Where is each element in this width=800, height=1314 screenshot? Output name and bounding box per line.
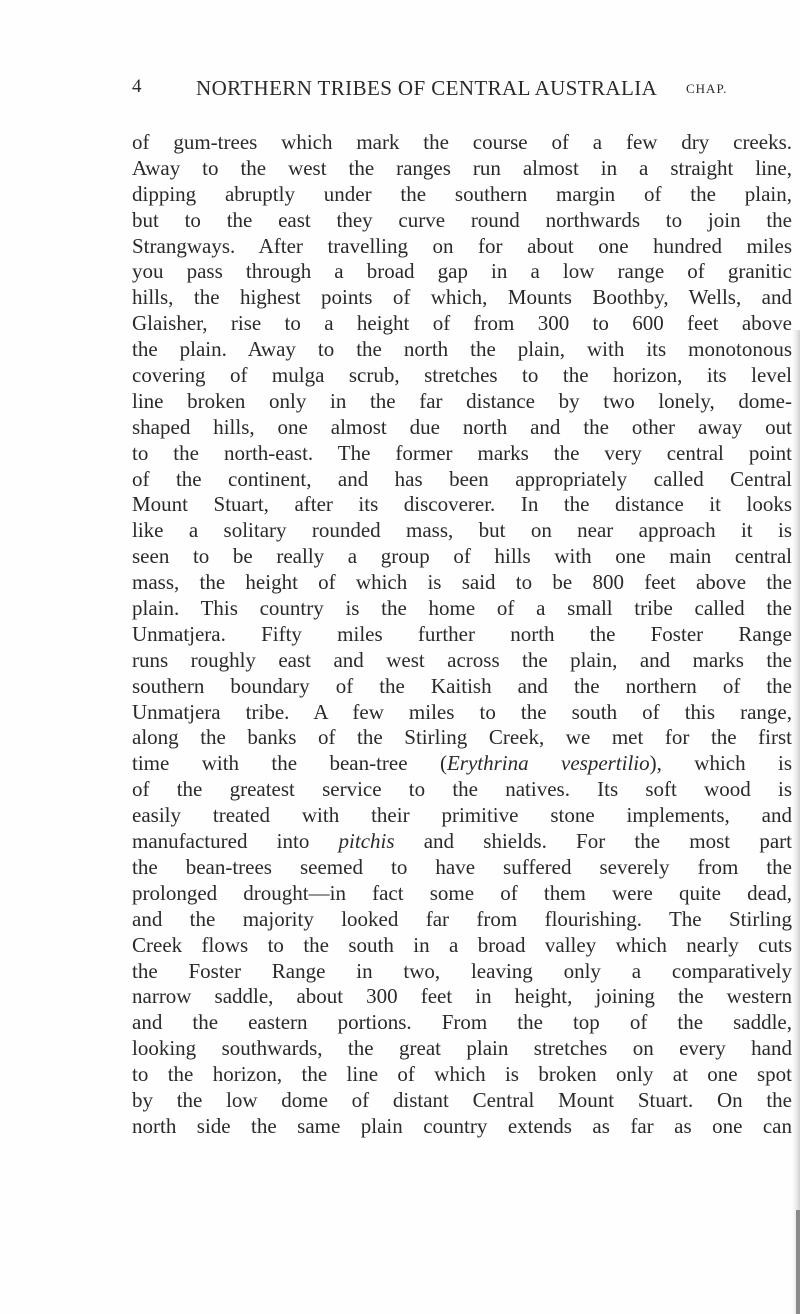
text-line: plain. This country is the home of a small tribe called the [132, 596, 792, 621]
text-line: Away to the west the ranges run almost in a straight line, [132, 155, 792, 180]
italic-species-name: Erythrina vespertilio [446, 751, 650, 776]
text-segment: manufactured into [132, 829, 339, 854]
text-line: of the continent, and has been appropriately called Central [132, 466, 792, 491]
text-line: Mount Stuart, after its discoverer. In the distance it looks [132, 492, 792, 517]
text-line: Creek flows to the south in a broad valley which nearly cuts [132, 932, 792, 957]
text-line: runs roughly east and west across the plain, and marks the [132, 647, 792, 672]
running-title: NORTHERN TRIBES OF CENTRAL AUSTRALIA [196, 76, 658, 100]
text-line: along the banks of the Stirling Creek, we met for the first [132, 725, 792, 750]
text-line: looking southwards, the great plain stretches on every hand [132, 1036, 792, 1061]
text-line: hills, the highest points of which, Mounts Boothby, Wells, and [132, 285, 792, 310]
text-line: like a solitary rounded mass, but on near approach it is [132, 518, 792, 543]
text-line: seen to be really a group of hills with one main central [132, 544, 792, 569]
text-line: dipping abruptly under the southern margin of the plain, [132, 181, 792, 206]
text-line: easily treated with their primitive stone implements, and [132, 803, 792, 828]
text-line: prolonged drought—in fact some of them were quite dead, [132, 880, 792, 905]
text-line-with-italic [132, 751, 792, 777]
text-line: and the majority looked far from flourishing. The Stirling [132, 906, 792, 931]
text-line: the plain. Away to the north the plain, with its monotonous [132, 337, 792, 362]
text-line: shaped hills, one almost due north and the other away out [132, 414, 792, 439]
text-line: Glaisher, rise to a height of from 300 to 600 feet above [132, 311, 792, 336]
text-line: Unmatjera tribe. A few miles to the south of this range, [132, 699, 792, 724]
text-line: but to the east they curve round northwards to join the [132, 207, 792, 232]
text-line: to the north-east. The former marks the very central point [132, 440, 792, 465]
text-line: by the low dome of distant Central Mount Stuart. On the [132, 1087, 792, 1112]
page-number: 4 [132, 76, 142, 97]
italic-term: pitchis [338, 829, 395, 854]
text-line: Strangways. After travelling on for about one hundred miles [132, 233, 792, 258]
text-line-with-italic [132, 829, 792, 855]
text-line: you pass through a broad gap in a low range of granitic [132, 259, 792, 284]
text-line: mass, the height of which is said to be 800 feet above the [132, 570, 792, 595]
text-line: narrow saddle, about 300 feet in height, joining the western [132, 984, 792, 1009]
text-line: the Foster Range in two, leaving only a comparatively [132, 958, 792, 983]
text-line: of gum-trees which mark the course of a few dry creeks. [132, 130, 792, 154]
text-line: covering of mulga scrub, stretches to the horizon, its level [132, 363, 792, 388]
text-line: of the greatest service to the natives. Its soft wood is [132, 777, 792, 802]
text-segment: ), which is [649, 751, 792, 776]
text-segment: time with the bean-tree ( [132, 751, 447, 776]
text-line: line broken only in the far distance by two lonely, dome- [132, 388, 792, 413]
text-segment: and shields. For the most part [394, 829, 792, 854]
page-edge-binding [796, 1210, 800, 1314]
body-paragraph [132, 130, 792, 1140]
text-line: and the eastern portions. From the top of the saddle, [132, 1010, 792, 1035]
text-line: Unmatjera. Fifty miles further north the Foster Range [132, 621, 792, 646]
text-line: the bean-trees seemed to have suffered severely from the [132, 854, 792, 879]
text-line: southern boundary of the Kaitish and the northern of the [132, 673, 792, 698]
chapter-abbrev: CHAP. [686, 81, 728, 96]
text-line: north side the same plain country extends as far as one can [132, 1113, 792, 1138]
text-line: to the horizon, the line of which is broken only at one spot [132, 1062, 792, 1087]
page-edge-shadow [792, 330, 800, 1314]
running-header [132, 72, 792, 102]
